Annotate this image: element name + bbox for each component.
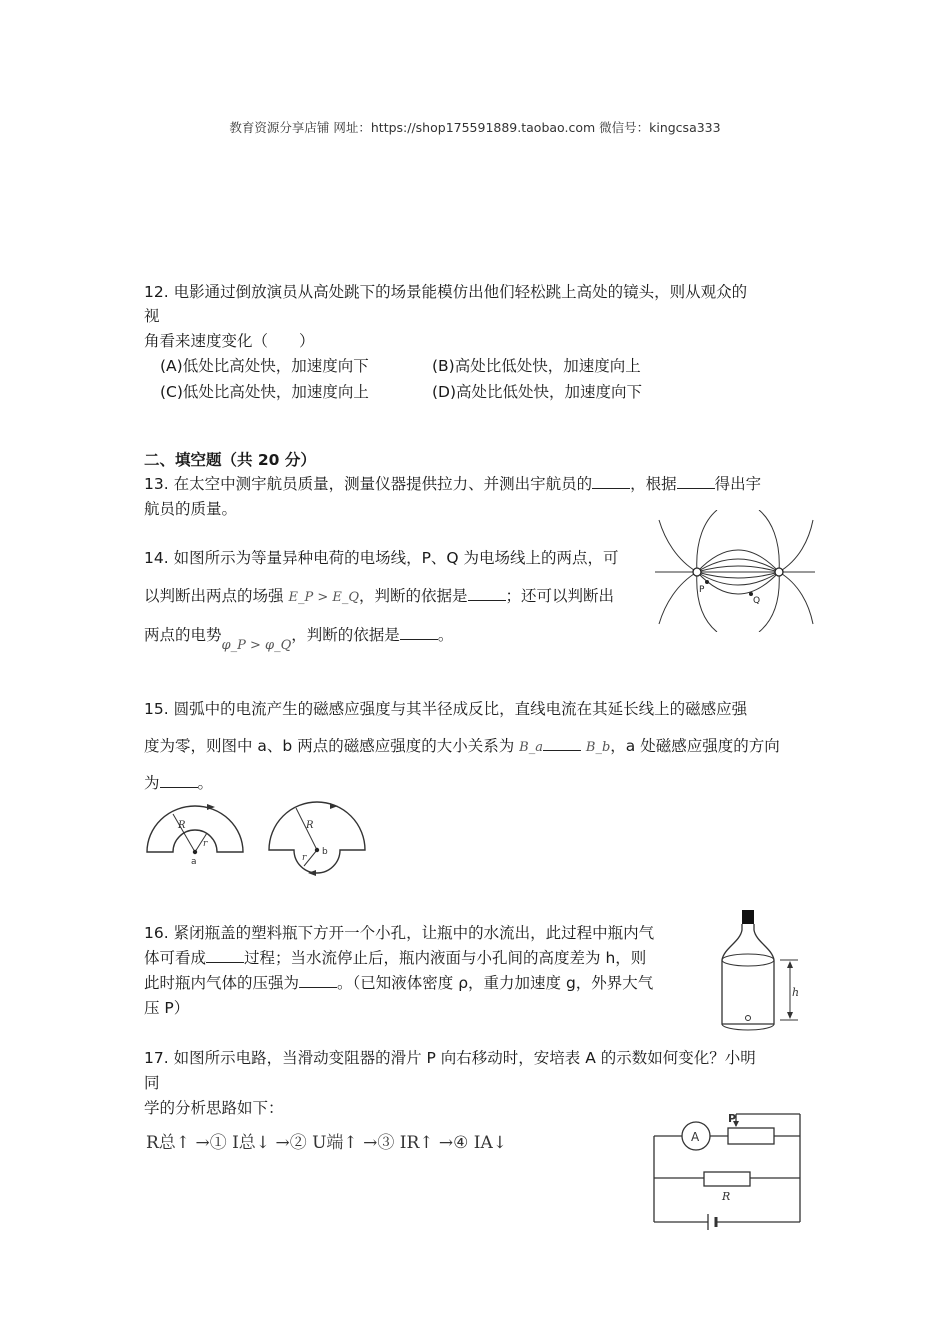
q14-text-a: 以判断出两点的场强 (144, 587, 284, 605)
q15-fig-b-label-b: b (322, 847, 328, 857)
q14-field-math: E_P > E_Q (288, 590, 359, 605)
q14-blank-2 (400, 625, 438, 640)
q14-field-line-figure (655, 510, 815, 632)
q12-line2: 视 (144, 307, 160, 325)
q14-text-b: ，判断的依据是 (359, 587, 468, 605)
q17-line3: 学的分析思路如下： (144, 1099, 284, 1117)
q12-line3: 角看来速度变化（ ） (144, 332, 315, 350)
q16-text-c: 此时瓶内气体的压强为 (144, 974, 300, 992)
q13-text-c: 得出宇 (714, 475, 762, 493)
q14-line1: 14. 如图所示为等量异种电荷的电场线，P、Q 为电场线上的两点，可 (144, 549, 619, 567)
q13-blank-1 (592, 474, 630, 489)
q16-text-a: 体可看成 (144, 949, 207, 967)
q15-fig-b-label-r: r (302, 853, 307, 863)
q13-text-b: ，根据 (630, 475, 677, 493)
q14-text-d: 两点的电势 (144, 626, 222, 644)
q16-fig-label-h: h (792, 986, 800, 999)
q15-blank-2 (160, 773, 198, 788)
q16-text-b: 过程；当水流停止后，瓶内液面与小孔间的高度差为 h，则 (244, 949, 647, 967)
q17-fig-ammeter-label: A (691, 1130, 700, 1144)
q15-blank-1 (543, 736, 581, 751)
q15-ba: B_a (519, 740, 543, 755)
q14-fig-label-q: Q (753, 596, 761, 606)
q12-line1: 12. 电影通过倒放演员从高处跳下的场景能模仿出他们轻松跳上高处的镜头，则从观众的 (144, 283, 748, 301)
q17-analysis-chain: R总↑ →① I总↓ →② U端↑ →③ IR↑ →④ IA↓ (146, 1133, 508, 1153)
q14-fig-label-p: P (699, 585, 705, 595)
q16-line4: 压 P） (144, 999, 190, 1017)
q17-line1: 17. 如图所示电路，当滑动变阻器的滑片 P 向右移动时，安培表 A 的示数如何变化？小明 (144, 1049, 756, 1067)
section-2-title: 二、填空题（共 20 分） (144, 451, 316, 469)
q16-line1: 16. 紧闭瓶盖的塑料瓶下方开一个小孔，让瓶中的水流出，此过程中瓶内气 (144, 924, 655, 942)
q15-text-c: 为 (144, 774, 160, 792)
q17-line2: 同 (144, 1074, 160, 1092)
q15-bb: B_b (585, 740, 611, 755)
q16-line3 (144, 971, 653, 996)
q14-text-f: 。 (437, 626, 454, 644)
q14-line2 (144, 584, 614, 610)
q15-fig-a-label-a: a (191, 857, 197, 866)
q15-fig-b-label-R: R (306, 820, 314, 831)
q12-option-c: (C)低处比高处快，加速度向上 (160, 383, 369, 401)
q14-potential-math: φ_P > φ_Q (221, 638, 292, 653)
q15-text-a: 度为零，则图中 a、b 两点的磁感应强度的大小关系为 (144, 737, 515, 755)
q12-option-a: (A)低处比高处快，加速度向下 (160, 357, 369, 375)
q12-option-b: (B)高处比低处快，加速度向上 (432, 357, 641, 375)
q17-fig-slider-label: P (728, 1112, 737, 1125)
q13-text-a: 13. 在太空中测宇航员质量，测量仪器提供拉力、并测出宇航员的 (144, 475, 593, 493)
q14-text-c: ；还可以判断出 (505, 587, 615, 605)
q12-option-d: (D)高处比低处快，加速度向下 (432, 383, 643, 401)
q14-line3 (144, 623, 454, 653)
q13-line1 (144, 472, 761, 497)
page-header: 教育资源分享店铺 网址：https://shop175591889.taobao.com 微信号：kingcsa333 (229, 120, 721, 135)
q15-arc-figure-a (145, 804, 245, 866)
q14-blank-1 (468, 586, 506, 601)
q15-text-d: 。 (197, 774, 214, 792)
q13-line2: 航员的质量。 (144, 500, 238, 518)
q16-text-d: 。（已知液体密度 ρ，重力加速度 g，外界大气 (337, 974, 654, 992)
q16-bottle-figure (718, 908, 818, 1032)
q14-text-e: ，判断的依据是 (291, 626, 400, 644)
q15-fig-a-label-r: r (203, 839, 208, 849)
q15-arc-figure-b (266, 800, 368, 882)
q15-line2 (144, 734, 780, 760)
q16-blank-1 (206, 948, 244, 963)
q17-fig-resistor-label: R (722, 1190, 731, 1203)
q13-blank-2 (677, 474, 715, 489)
q16-line2 (144, 946, 646, 971)
q15-text-b: ，a 处磁感应强度的方向 (610, 737, 780, 755)
q15-fig-a-label-R: R (178, 820, 186, 831)
q15-line3 (144, 771, 213, 796)
q16-blank-2 (299, 973, 337, 988)
q15-line1: 15. 圆弧中的电流产生的磁感应强度与其半径成反比，直线电流在其延长线上的磁感应强 (144, 700, 748, 718)
q17-circuit-figure (648, 1108, 806, 1230)
